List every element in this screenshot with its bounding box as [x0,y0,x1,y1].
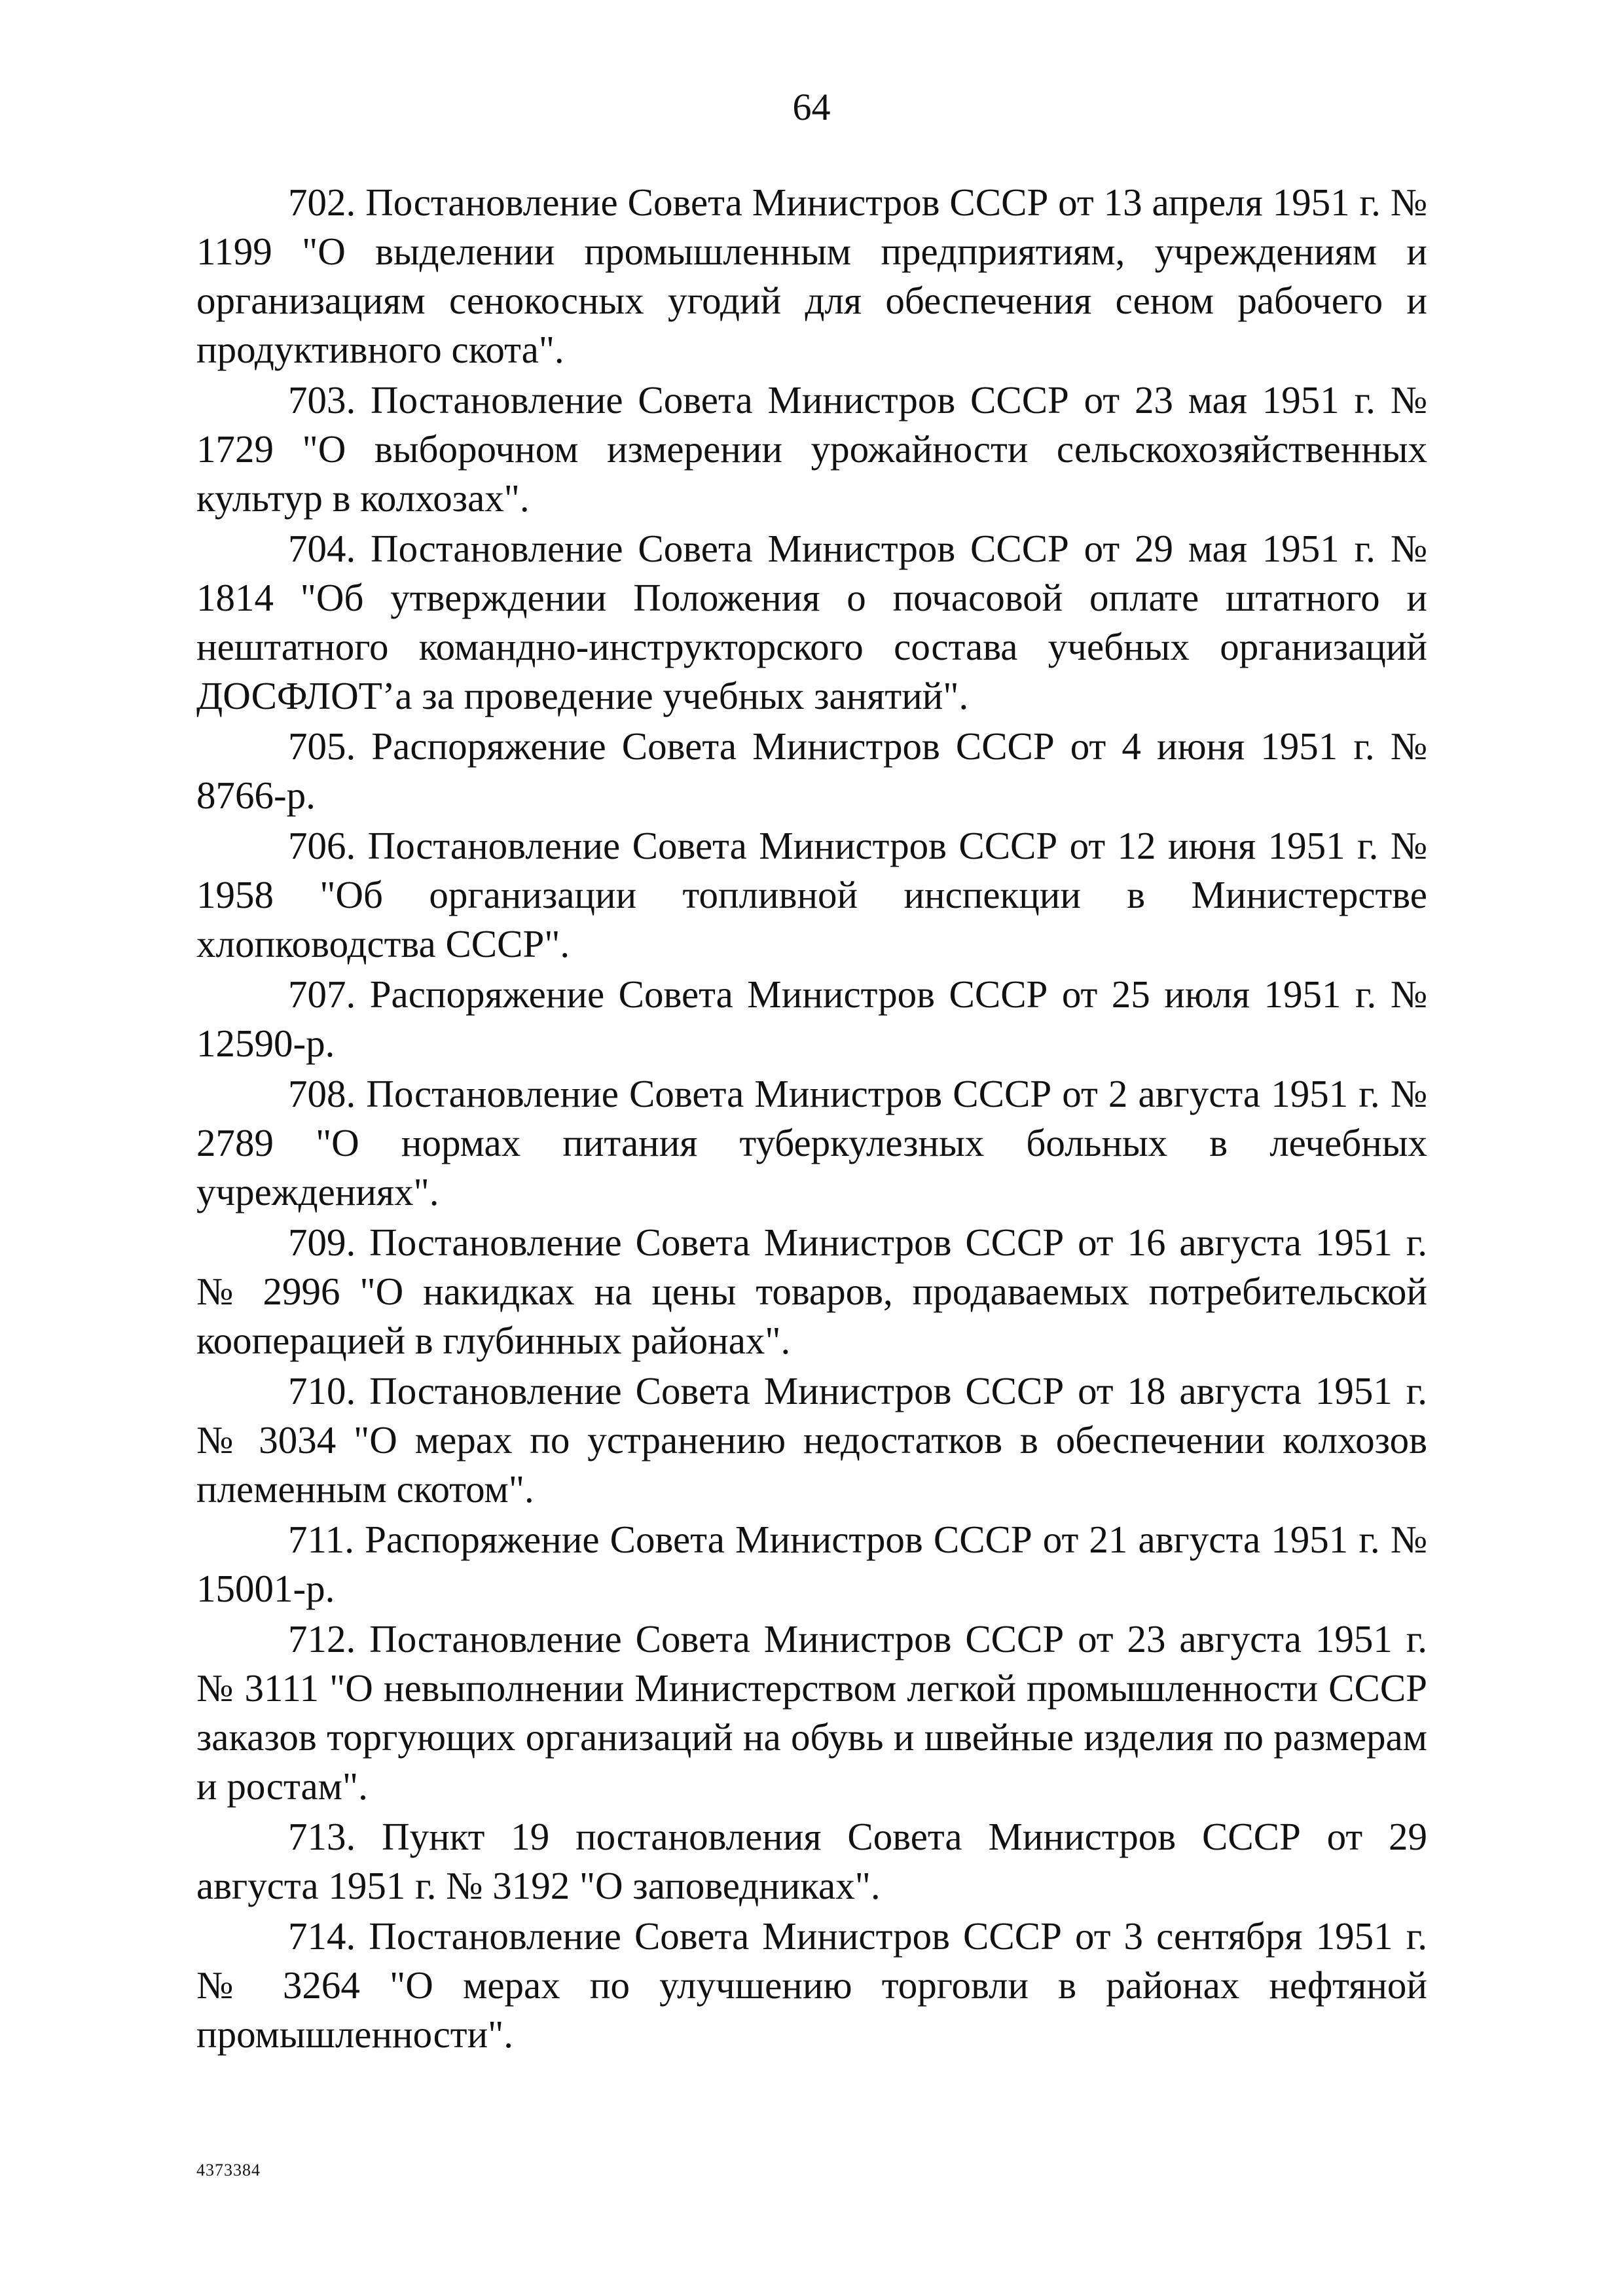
list-item [196,1912,1427,2059]
list-item [196,1218,1427,1365]
entry-number: 703. [288,378,356,422]
page-number: 64 [792,86,831,128]
list-item [196,1367,1427,1514]
entry-text: Постановление Совета Министров СССР от 16 августа 1951 г. № 2996 "О накидках на цены товаров, продаваемых потребительской кооперацией в глубинных районах". [196,1221,1428,1362]
list-item [196,1069,1427,1217]
entry-number: 705. [288,725,356,768]
entry-text: Распоряжение Совета Министров СССР от 21 августа 1951 г. № 15001-р. [196,1518,1428,1610]
entry-number: 702. [288,181,356,224]
entry-text: Постановление Совета Министров СССР от 2 августа 1951 г. № 2789 "О нормах питания туберкулезных больных в лечебных учреждениях". [196,1072,1428,1213]
entry-text: Распоряжение Совета Министров СССР от 4 июня 1951 г. № 8766-р. [196,725,1427,817]
entry-number: 707. [288,973,356,1016]
list-item [196,722,1427,820]
entry-number: 713. [288,1815,356,1858]
entry-text: Постановление Совета Министров СССР от 12 июня 1951 г. № 1958 "Об организации топливной инспекции в Министерстве хлопководства СССР". [196,824,1428,965]
entry-list [196,178,1427,2060]
list-item [196,178,1427,374]
list-item [196,970,1427,1068]
entry-number: 710. [288,1369,356,1412]
entry-text: Постановление Совета Министров СССР от 3 сентября 1951 г. № 3264 "О мерах по улучшению торговли в районах нефтяной промышленности". [196,1914,1427,2056]
entry-text: Постановление Совета Министров СССР от 23 августа 1951 г. № 3111 "О невыполнении Министерством легкой промышленности СССР заказов торгующих организаций на обувь и швейные изделия по размерам и ростам". [196,1617,1428,1808]
entry-number: 706. [288,824,356,867]
entry-number: 709. [288,1221,356,1264]
list-item [196,1812,1427,1910]
list-item [196,821,1427,969]
entry-number: 704. [288,527,356,570]
entry-text: Постановление Совета Министров СССР от 23 мая 1951 г. № 1729 "О выборочном измерении урожайности сельскохозяйственных культур в колхозах". [196,378,1427,520]
entry-number: 708. [288,1072,356,1115]
entry-text: Постановление Совета Министров СССР от 13 апреля 1951 г. № 1199 "О выделении промышленным предприятиям, учреждениям и организациям сенокосных угодий для обеспечения сеном рабочего и продуктивного скота". [196,181,1428,371]
entry-number: 711. [288,1518,355,1561]
entry-text: Пункт 19 постановления Совета Министров СССР от 29 августа 1951 г. № 3192 "О заповедниках". [196,1815,1428,1907]
document-code: 4373384 [196,2161,261,2179]
entry-number: 712. [288,1617,356,1660]
entry-text: Распоряжение Совета Министров СССР от 25 июля 1951 г. № 12590-р. [196,973,1428,1065]
list-item [196,1615,1427,1811]
entry-number: 714. [288,1914,356,1958]
list-item [196,376,1427,523]
entry-text: Постановление Совета Министров СССР от 18 августа 1951 г. № 3034 "О мерах по устранению недостатков в обеспечении колхозов племенным скотом". [196,1369,1428,1511]
list-item [196,524,1427,721]
list-item [196,1515,1427,1613]
entry-text: Постановление Совета Министров СССР от 29 мая 1951 г. № 1814 "Об утверждении Положения о почасовой оплате штатного и нештатного командно-инструкторского состава учебных организаций ДОСФЛОТ’а за проведение учебных занятий". [196,527,1427,717]
